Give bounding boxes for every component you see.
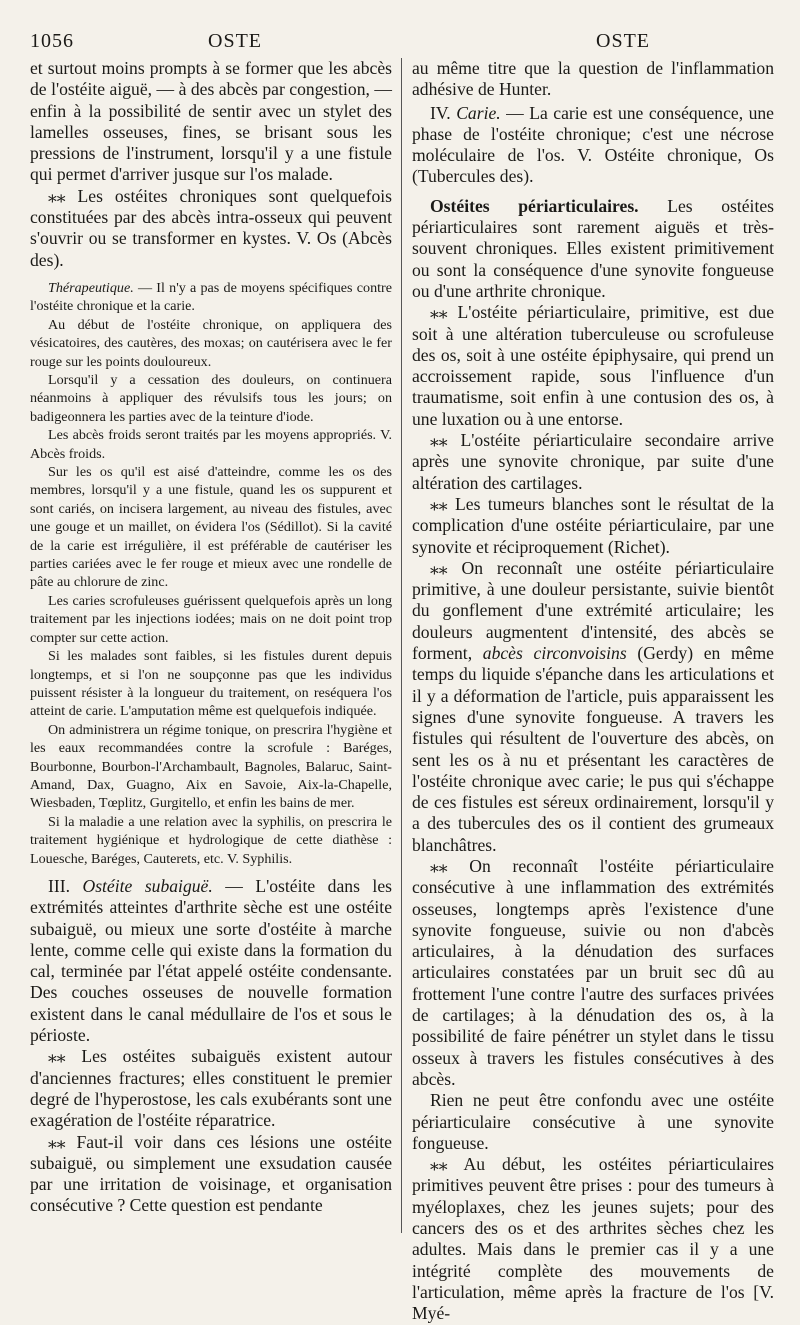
paragraph: ⁎⁎ Les tumeurs blanches sont le résultat de la complication d'une ostéite périarticulaire, par une synovite et réciproquement (Richet). (412, 493, 774, 557)
section-iv-paragraph: IV. Carie. — La carie est une conséquence, une phase de l'ostéite chronique; c'est une nécrose moléculaire de l'os. V. Ostéite chronique, Os (Tubercules des). (412, 102, 774, 187)
paragraph: ⁎⁎ L'ostéite périarticulaire secondaire arrive après une synovite chronique, par suite d'une altération des cartilages. (412, 430, 774, 493)
paragraph: et surtout moins prompts à se former que les abcès de l'ostéite aiguë, — à des abcès par congestion, — enfin à la possibilité de sentir avec un stylet des lamelles osseuses, fines, se brisant sous les pressions de l'instrument, lorsqu'il y a une fistule qui permet d'arriver jusque sur l'os malade. (30, 58, 392, 185)
paragraph: ⁎⁎ Faut-il voir dans ces lésions une ostéite subaiguë, ou simplement une exsudation causée par une irritation de voisinage, et organisation consécutive ? Cette question est pendante (30, 1131, 392, 1216)
paragraph: Si la maladie a une relation avec la syphilis, on prescrira le traitement hygiénique et hydrologique de cette diathèse : Louesche, Baréges, Cauterets, etc. V. Syphilis. (30, 813, 392, 867)
diagnosis-paragraph: ⁎⁎ On reconnaît une ostéite périarticulaire primitive, à une douleur persistante, suivie bientôt du gonflement d'une extrémité articulaire; les douleurs augmentent d'intensité, des abcès se forment, abcès circonvoisins (Gerdy) en même temps du liquide s'épanche dans les articulations et il y a déformation de l'article, puis apparaissent les signes d'une synovite fongueuse. A travers les fistules qui résultent de l'ouverture des abcès, on sent les os à nu et présentant les caractères de l'ostéite chronique avec carie; le pus qui s'échappe de ces fistules est séreux ordinairement, lorsqu'il y a des tubercules des os il contient des grumeaux blanchâtres. (412, 557, 774, 855)
paragraph: ⁎⁎ L'ostéite périarticulaire, primitive, est due soit à une altération tuberculeuse ou scrofuleuse des os, soit à une ostéite épiphysaire, qui prend un accroissement rapide, sous l'influence d'un traumatisme, soit enfin à une contusion des os, à une luxation ou à une entorse. (412, 302, 774, 429)
running-header (30, 30, 770, 56)
section-label: Thérapeutique. (48, 279, 134, 296)
column-divider (401, 58, 402, 1233)
paragraph: ⁎⁎ Au début, les ostéites périarticulaires primitives peuvent être prises : pour des tumeurs à myéloplaxes, chez les jeunes sujets; pour des cancers des os et des arthrites sèches chez les adultes. Mais dans le premier cas il y a une intégrité complète des mouvements de l'articulation, même après la fracture de l'os [V. Myé- (412, 1154, 774, 1324)
paragraph: Rien ne peut être confondu avec une ostéite périarticulaire consécutive à une synovite fongueuse. (412, 1090, 774, 1153)
paragraph: Lorsqu'il y a cessation des douleurs, on continuera néanmoins à appliquer des révulsifs tous les jours; on badigeonnera les parties avec de la teinture d'iode. (30, 372, 392, 425)
section-iii-paragraph: III. Ostéite subaiguë. — L'ostéite dans les extrémités atteintes d'arthrite sèche est une ostéite subaiguë, ou mieux une sorte d'ostéite à marche lente, comme celle qui existe dans la formation du cal, terminée par l'état appelé ostéite condensante. Des couches osseuses de nouvelle formation existent dans le canal médullaire de l'os et sous le périoste. (30, 875, 392, 1046)
section-title: Ostéite subaiguë. (82, 875, 213, 896)
right-column (412, 58, 774, 1324)
paragraph: On administrera un régime tonique, on prescrira l'hygiène et les eaux recommandées contre la scrofule : Baréges, Bourbonne, Bourbon-l'Archambault, Bagnoles, Balaruc, Saint-Amand, Dax, Guagno, Aix en Savoie, Aix-la-Chapelle, Wiesbaden, Tœplitz, Gurgitello, et enfin les bains de mer. (30, 721, 392, 812)
left-running-title: OSTE (208, 30, 262, 52)
section-number: III. (48, 875, 70, 896)
therapeutique-paragraph: Thérapeutique. — Il n'y a pas de moyens spécifiques contre l'ostéite chronique et la carie. (30, 279, 392, 315)
periarticular-paragraph: Ostéites périarticulaires. Les ostéites périarticulaires sont rarement aiguës et très-souvent chroniques. Elles existent primitivement ou sont la conséquence d'une synovite fongueuse ou d'une arthrite chronique. (412, 195, 774, 301)
left-column (30, 58, 392, 1233)
paragraph: Les abcès froids seront traités par les moyens appropriés. V. Abcès froids. (30, 427, 392, 462)
page-number: 1056 (30, 30, 74, 52)
entry-heading: Ostéites périarticulaires. (430, 195, 639, 216)
section-title: Carie. (456, 102, 501, 123)
paragraph: ⁎⁎ On reconnaît l'ostéite périarticulaire consécutive à une inflammation des extrémités osseuses, longtemps après l'existence d'une synovite fongueuse, suivie ou non d'abcès articulaires, à la dénudation des surfaces articulaires constatées par un bruit sec dû au frottement l'une contre l'autre des surfaces privées de cartilages; à la dénudation des os, à la possibilité de faire pénétrer un stylet dans le tissu osseux à travers les fistules consécutives à des abcès. (412, 855, 774, 1089)
paragraph: ⁎⁎ Les ostéites chroniques sont quelquefois constituées par des abcès intra-osseux qui peuvent s'ouvrir ou se transformer en kystes. V. Os (Abcès des). (30, 185, 392, 270)
paragraph: Sur les os qu'il est aisé d'atteindre, comme les os des membres, lorsqu'il y a une fistule, quand les os suppurent et sont cariés, on incisera largement, au niveau des fistules, avec une gouge et un maillet, on évidera l'os (Sédillot). Si la cavité de la carie est irrégulière, il est préférable de cautériser les parties cariées avec le fer rouge et mieux avec une rondelle de pâte au chlorure de zinc. (30, 464, 392, 591)
paragraph: ⁎⁎ Les ostéites subaiguës existent autour d'anciennes fractures; elles constituent le premier degré de l'hyperostose, les cals exubérants sont une exagération de l'ostéite réparatrice. (30, 1046, 392, 1131)
paragraph: Les caries scrofuleuses guérissent quelquefois après un long traitement par les injections iodées; mais on ne doit point trop compter sur cette action. (30, 592, 392, 646)
section-number: IV. (430, 102, 451, 123)
paragraph: Au début de l'ostéite chronique, on appliquera des vésicatoires, des cautères, des moxas; on cautérisera avec le fer rouge sur les points douloureux. (30, 316, 392, 370)
italic-term: abcès circonvoisins (482, 643, 627, 664)
paragraph: Si les malades sont faibles, si les fistules durent depuis longtemps, et si l'on ne soupçonne pas que les individus puissent résister à la longueur du traitement, on reséquera l'os atteint de carie. L'amputation même est quelquefois indiquée. (30, 648, 392, 720)
right-running-title: OSTE (596, 30, 650, 52)
paragraph: au même titre que la question de l'inflammation adhésive de Hunter. (412, 58, 774, 100)
